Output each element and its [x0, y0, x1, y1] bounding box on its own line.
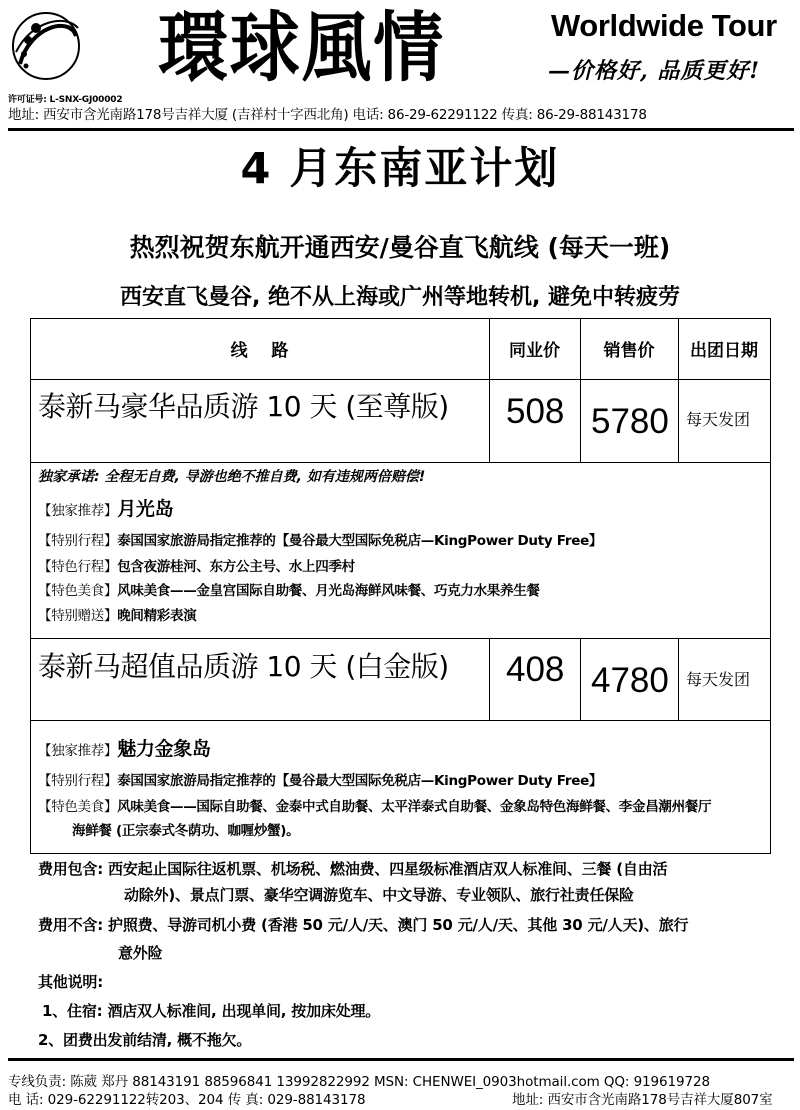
feature-line: [38, 580, 540, 602]
trade-price: 508: [506, 392, 565, 431]
feature-content: 风味美食——国际自助餐、金泰中式自助餐、太平洋泰式自助餐、金象岛特色海鲜餐、李金昌潮州餐厅: [117, 799, 712, 815]
table-border-right: [770, 318, 771, 854]
trade-price: 408: [506, 650, 565, 689]
table-border-left: [30, 318, 31, 854]
fee-included-line: 动除外)、景点门票、豪华空调游览车、中文导游、专业领队、旅行社责任保险: [124, 886, 634, 904]
feature-tag: 【独家推荐】: [38, 743, 118, 759]
feature-tag: 【特色行程】: [38, 559, 118, 575]
table-rule: [30, 462, 771, 463]
table-col-rule: [580, 638, 581, 720]
feature-line: [38, 498, 173, 522]
feature-content: 包含夜游桂河、东方公主号、水上四季村: [117, 559, 355, 575]
route-name: 泰新马豪华品质游 10 天 (至尊版): [38, 390, 449, 423]
header-departure: 出团日期: [690, 341, 758, 361]
footer-address: 地址: 西安市含光南路178号吉祥大厦807室: [512, 1092, 773, 1108]
brand-slogan: —价格好, 品质更好!: [548, 58, 760, 84]
fee-excluded-line: 意外险: [118, 944, 163, 962]
feature-tag: 【特别行程】: [38, 533, 118, 549]
fee-excluded-line: 费用不含: 护照费、导游司机小费 (香港 50 元/人/天、澳门 50 元/人/天、其他 30 元/人天)、旅行: [38, 916, 689, 934]
feature-content: 风味美食——金皇宫国际自助餐、月光岛海鲜风味餐、巧克力水果养生餐: [117, 583, 540, 599]
brand-name-english: Worldwide Tour: [551, 8, 777, 43]
feature-line: [72, 820, 299, 842]
feature-content: 泰国国家旅游局指定推荐的【曼谷最大型国际免税店—KingPower Duty Free】: [117, 773, 603, 789]
globe-logo-icon: [10, 6, 82, 86]
subtitle-direct: 西安直飞曼谷, 绝不从上海或广州等地转机, 避免中转疲劳: [119, 285, 681, 310]
sale-price: 4780: [591, 661, 669, 700]
table-rule: [30, 379, 771, 380]
table-col-rule: [678, 638, 679, 720]
header-divider: [8, 128, 794, 131]
feature-content: 泰国国家旅游局指定推荐的【曼谷最大型国际免税店—KingPower Duty Free】: [117, 533, 603, 549]
fee-included-line: 费用包含: 西安起止国际往返机票、机场税、燃油费、四星级标准酒店双人标准间、三餐 (自由活: [38, 860, 668, 878]
header-route: 线 路: [230, 341, 289, 361]
header-sale-price: 销售价: [603, 341, 655, 361]
promise-text: 独家承诺: 全程无自费, 导游也绝不推自费, 如有违规两倍赔偿!: [38, 469, 426, 485]
page-title: 4 月东南亚计划: [240, 144, 560, 194]
subtitle-flight: 热烈祝贺东航开通西安/曼谷直飞航线 (每天一班): [129, 233, 671, 262]
feature-line: [38, 738, 211, 762]
footer-phone-fax: 电 话: 029-62291122转203、204 传 真: 029-88143178: [8, 1092, 366, 1108]
feature-tag: 【特别行程】: [38, 773, 118, 789]
feature-tag: 【特色美食】: [38, 799, 118, 815]
feature-content: 月光岛: [117, 498, 174, 520]
departure-date: 每天发团: [686, 410, 751, 429]
notes-title: 其他说明:: [38, 973, 103, 991]
note-item: 1、住宿: 酒店双人标准间, 出现单间, 按加床处理。: [42, 1002, 381, 1020]
feature-content: 魅力金象岛: [117, 738, 211, 760]
table-rule: [30, 638, 771, 639]
footer-divider: [8, 1058, 794, 1061]
table-rule: [30, 853, 771, 854]
table-col-rule: [489, 638, 490, 720]
header-trade-price: 同业价: [509, 341, 560, 361]
departure-date: 每天发团: [686, 670, 751, 689]
feature-line: [38, 796, 711, 818]
feature-line: [38, 556, 355, 578]
footer-contact: 专线负责: 陈葳 郑丹 88143191 88596841 13992822992 MSN: CHENWEI_0903hotmail.com QQ: 919619728: [8, 1074, 710, 1090]
feature-line: [38, 605, 196, 627]
company-address: 地址: 西安市含光南路178号吉祥大厦 (吉祥村十字西北角) 电话: 86-29-62291122 传真: 86-29-88143178: [8, 107, 647, 123]
license-number: 许可证号: L-SNX-GJ00002: [8, 95, 123, 105]
sale-price: 5780: [591, 402, 669, 441]
feature-content: 海鲜餐 (正宗泰式冬荫功、咖喱炒蟹)。: [72, 823, 300, 839]
feature-line: [38, 530, 602, 552]
note-item: 2、团费出发前结清, 概不拖欠。: [38, 1031, 252, 1049]
feature-content: 晚间精彩表演: [117, 608, 197, 624]
brand-name-chinese: 環球風情: [158, 3, 446, 92]
feature-line: [38, 770, 602, 792]
feature-tag: 【独家推荐】: [38, 503, 118, 519]
feature-tag: 【特别赠送】: [38, 608, 118, 624]
route-name: 泰新马超值品质游 10 天 (白金版): [38, 650, 449, 683]
table-rule: [30, 720, 771, 721]
feature-tag: 【特色美食】: [38, 583, 118, 599]
